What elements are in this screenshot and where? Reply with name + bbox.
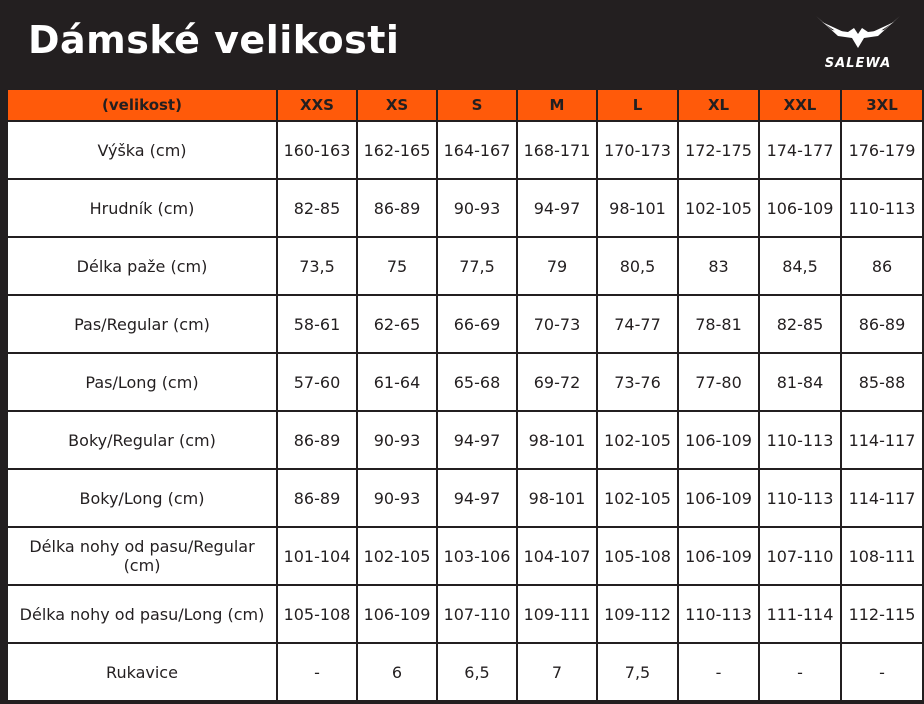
table-cell: 102-105 — [597, 469, 678, 527]
table-cell: 110-113 — [678, 585, 759, 643]
row-label: Pas/Regular (cm) — [7, 295, 277, 353]
table-cell: 94-97 — [437, 411, 517, 469]
table-cell: 114-117 — [841, 469, 923, 527]
table-cell: 110-113 — [759, 411, 841, 469]
logo-text: SALEWA — [824, 56, 892, 71]
table-cell: - — [277, 643, 357, 701]
table-cell: 104-107 — [517, 527, 597, 585]
table-cell: 82-85 — [759, 295, 841, 353]
row-label: Délka nohy od pasu/Long (cm) — [7, 585, 277, 643]
table-cell: 90-93 — [437, 179, 517, 237]
column-header: L — [597, 89, 678, 121]
table-cell: 102-105 — [678, 179, 759, 237]
table-cell: 110-113 — [841, 179, 923, 237]
table-cell: 102-105 — [357, 527, 437, 585]
table-cell: 94-97 — [517, 179, 597, 237]
table-cell: 106-109 — [678, 469, 759, 527]
table-cell: 7,5 — [597, 643, 678, 701]
table-cell: 109-112 — [597, 585, 678, 643]
row-label: Boky/Long (cm) — [7, 469, 277, 527]
table-cell: 101-104 — [277, 527, 357, 585]
table-cell: 73,5 — [277, 237, 357, 295]
table-cell: 80,5 — [597, 237, 678, 295]
table-cell: 62-65 — [357, 295, 437, 353]
table-cell: 102-105 — [597, 411, 678, 469]
table-cell: 75 — [357, 237, 437, 295]
column-header: XXS — [277, 89, 357, 121]
row-label: Výška (cm) — [7, 121, 277, 179]
size-table — [6, 88, 924, 702]
header-row — [7, 89, 923, 121]
table-cell: 172-175 — [678, 121, 759, 179]
table-row — [7, 411, 923, 469]
table-row — [7, 527, 923, 585]
column-header: XXL — [759, 89, 841, 121]
table-cell: 86-89 — [277, 411, 357, 469]
table-cell: 70-73 — [517, 295, 597, 353]
table-cell: 98-101 — [597, 179, 678, 237]
table-cell: 73-76 — [597, 353, 678, 411]
table-cell: - — [759, 643, 841, 701]
table-cell: 86-89 — [841, 295, 923, 353]
row-label: Boky/Regular (cm) — [7, 411, 277, 469]
table-cell: 65-68 — [437, 353, 517, 411]
row-label: Hrudník (cm) — [7, 179, 277, 237]
salewa-logo — [808, 12, 908, 78]
row-label: Pas/Long (cm) — [7, 353, 277, 411]
table-cell: 110-113 — [759, 469, 841, 527]
table-cell: 98-101 — [517, 469, 597, 527]
column-header-size: (velikost) — [7, 89, 277, 121]
table-cell: 85-88 — [841, 353, 923, 411]
table-cell: 84,5 — [759, 237, 841, 295]
table-cell: 86-89 — [277, 469, 357, 527]
table-cell: 106-109 — [759, 179, 841, 237]
table-cell: 168-171 — [517, 121, 597, 179]
table-cell: 86 — [841, 237, 923, 295]
table-cell: - — [841, 643, 923, 701]
table-cell: 164-167 — [437, 121, 517, 179]
table-row — [7, 121, 923, 179]
table-cell: 98-101 — [517, 411, 597, 469]
column-header: XL — [678, 89, 759, 121]
table-cell: 77,5 — [437, 237, 517, 295]
table-row — [7, 295, 923, 353]
table-cell: 94-97 — [437, 469, 517, 527]
table-cell: 107-110 — [759, 527, 841, 585]
page-title: Dámské velikosti — [28, 18, 400, 62]
table-cell: 83 — [678, 237, 759, 295]
table-row — [7, 469, 923, 527]
row-label: Rukavice — [7, 643, 277, 701]
table-row — [7, 179, 923, 237]
table-cell: 57-60 — [277, 353, 357, 411]
column-header: 3XL — [841, 89, 923, 121]
table-cell: 74-77 — [597, 295, 678, 353]
table-cell: 6,5 — [437, 643, 517, 701]
header-bar — [0, 0, 924, 88]
table-cell: 105-108 — [277, 585, 357, 643]
table-cell: - — [678, 643, 759, 701]
table-row — [7, 643, 923, 701]
table-cell: 106-109 — [678, 527, 759, 585]
table-cell: 7 — [517, 643, 597, 701]
table-cell: 114-117 — [841, 411, 923, 469]
table-cell: 105-108 — [597, 527, 678, 585]
table-cell: 112-115 — [841, 585, 923, 643]
table-cell: 82-85 — [277, 179, 357, 237]
column-header: S — [437, 89, 517, 121]
table-cell: 69-72 — [517, 353, 597, 411]
table-cell: 6 — [357, 643, 437, 701]
table-row — [7, 585, 923, 643]
table-cell: 90-93 — [357, 411, 437, 469]
table-cell: 109-111 — [517, 585, 597, 643]
table-cell: 103-106 — [437, 527, 517, 585]
table-cell: 106-109 — [357, 585, 437, 643]
table-cell: 77-80 — [678, 353, 759, 411]
table-cell: 160-163 — [277, 121, 357, 179]
column-header: M — [517, 89, 597, 121]
table-cell: 174-177 — [759, 121, 841, 179]
row-label: Délka nohy od pasu/Regular (cm) — [7, 527, 277, 585]
table-cell: 81-84 — [759, 353, 841, 411]
table-cell: 108-111 — [841, 527, 923, 585]
eagle-icon — [808, 12, 908, 56]
table-cell: 106-109 — [678, 411, 759, 469]
table-cell: 176-179 — [841, 121, 923, 179]
column-header: XS — [357, 89, 437, 121]
table-cell: 58-61 — [277, 295, 357, 353]
table-cell: 79 — [517, 237, 597, 295]
table-cell: 61-64 — [357, 353, 437, 411]
row-label: Délka paže (cm) — [7, 237, 277, 295]
table-cell: 111-114 — [759, 585, 841, 643]
table-cell: 78-81 — [678, 295, 759, 353]
table-cell: 170-173 — [597, 121, 678, 179]
table-row — [7, 353, 923, 411]
table-cell: 66-69 — [437, 295, 517, 353]
table-cell: 86-89 — [357, 179, 437, 237]
table-row — [7, 237, 923, 295]
table-cell: 107-110 — [437, 585, 517, 643]
table-cell: 162-165 — [357, 121, 437, 179]
table-cell: 90-93 — [357, 469, 437, 527]
